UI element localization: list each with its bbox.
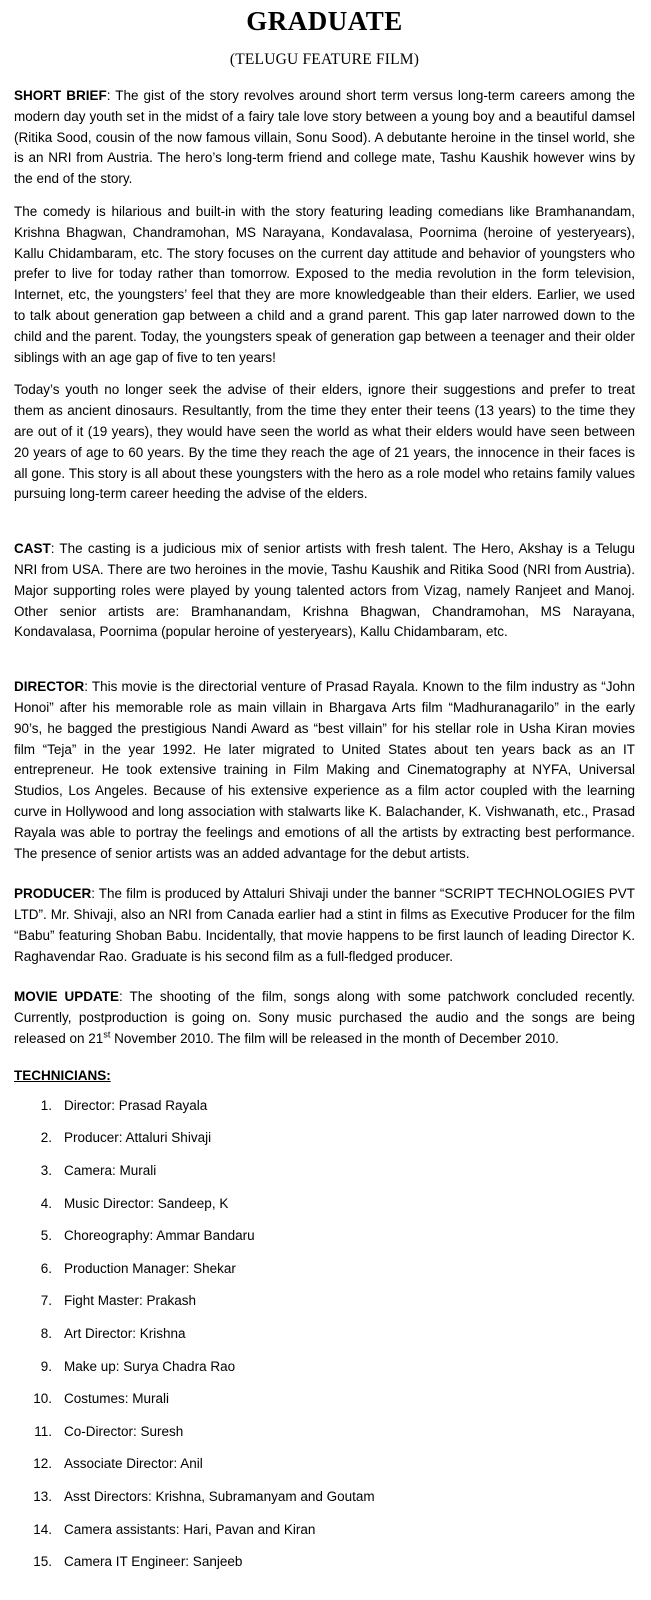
short-brief-paragraph <box>14 86 635 190</box>
list-item-text: Music Director: Sandeep, K <box>64 1195 229 1211</box>
list-item-number: 6. <box>40 1260 52 1276</box>
list-item-text: Associate Director: Anil <box>64 1456 203 1472</box>
list-item <box>14 1454 635 1487</box>
producer-paragraph <box>14 884 635 967</box>
list-item-number: 7. <box>40 1293 52 1309</box>
list-item-number: 14. <box>33 1521 52 1537</box>
cast-text: : The casting is a judicious mix of senior artists with fresh talent. The Hero, Akshay is a Telugu NRI from USA. There are two heroines in the movie, Tashu Kaushik and Ritika Sood (NRI from Austria). Major supporting roles were played by young talented actors from Vizag, namely Ranjeet and Manoj. Other senior artists are: Bramhanandam, Krishna Bhagwan, Chandramohan, MS Narayana, Kondavalasa, Poornima (popular heroine of yesteryears), Kallu Chidambaram, etc. <box>14 541 635 640</box>
cast-paragraph <box>14 539 635 643</box>
short-brief-text: : The gist of the story revolves around short term versus long-term careers among the modern day youth set in the midst of a fairy tale love story between a young boy and a beautiful damsel (Ritika Sood, cousin of the now famous villain, Sonu Sood). A debutante heroine in the tinsel world, she is an NRI from Austria. The hero’s long-term friend and college mate, Tashu Kaushik however wins by the end of the story. <box>14 88 635 187</box>
list-item <box>14 1161 635 1194</box>
cast-label: CAST <box>14 541 51 557</box>
producer-label: PRODUCER <box>14 886 92 902</box>
movie-update-label: MOVIE UPDATE <box>14 989 120 1005</box>
list-item-number: 13. <box>33 1489 52 1504</box>
page-title: GRADUATE <box>246 6 403 36</box>
list-item-text: Co-Director: Suresh <box>64 1423 184 1439</box>
director-paragraph <box>14 677 635 864</box>
list-item <box>14 1520 635 1553</box>
list-item-number: 11. <box>34 1423 52 1439</box>
movie-update-superscript: st <box>103 1029 111 1040</box>
list-item <box>14 1324 635 1357</box>
list-item-number: 15. <box>33 1554 52 1570</box>
page-subtitle: (TELUGU FEATURE FILM) <box>229 51 420 68</box>
list-item <box>14 1487 635 1520</box>
list-item-number: 10. <box>33 1391 52 1407</box>
list-item <box>14 1226 635 1259</box>
short-brief-label: SHORT BRIEF <box>14 88 107 103</box>
comedy-paragraph: The comedy is hilarious and built-in with the story featuring leading comedians like Bramhanandam, Krishna Bhagwan, Chandramohan, MS Narayana, Kondavalasa, Poornima (heroine of yesteryears), Kallu Chidambaram, etc. The story focuses on the current day attitude and behavior of youngsters who prefer to live for today rather than tomorrow. Exposed to the media revolution in the form television, Internet, etc, the youngsters’ feel that they are more knowledgeable than their elders. Earlier, we used to talk about generation gap between a child and a grand parent. This gap later narrowed down to the child and the parent. Today, the youngsters speak of generation gap between a teenager and their older siblings with an age gap of five to ten years! <box>14 203 635 365</box>
list-item-text: Art Director: Krishna <box>64 1326 186 1342</box>
list-item-number: 2. <box>40 1130 52 1146</box>
list-item-number: 12. <box>33 1456 52 1472</box>
list-item <box>14 1259 635 1292</box>
list-item-text: Camera assistants: Hari, Pavan and Kiran <box>64 1521 316 1537</box>
list-item-text: Production Manager: Shekar <box>64 1260 236 1276</box>
movie-update-paragraph <box>14 987 635 1049</box>
list-item-number: 3. <box>40 1163 52 1179</box>
list-item-text: Camera IT Engineer: Sanjeeb <box>64 1554 243 1570</box>
youth-paragraph: Today’s youth no longer seek the advise of their elders, ignore their suggestions and prefer to treat them as ancient dinosaurs. Resultantly, from the time they enter their teens (13 years) to the time they are out of it (19 years), they would have seen the world as what their elders would have seen between 20 years of age to 60 years. By the time they reach the age of 21 years, the innocence in their faces is all gone. This story is all about these youngsters with the hero as a role model who retains family values pursuing long-term career heeding the advise of the elders. <box>14 382 635 502</box>
list-item-text: Fight Master: Prakash <box>64 1293 197 1309</box>
producer-text: : The film is produced by Attaluri Shivaji under the banner “SCRIPT TECHNOLOGIES PVT LTD”. Mr. Shivaji, also an NRI from Canada earlier had a stint in films as Executive Producer for the film “Babu” featuring Shoban Babu. Incidentally, that movie happens to be first launch of leading Director K. Raghavendar Rao. Graduate is his second film as a full-fledged producer. <box>14 886 635 964</box>
movie-update-text-after: November 2010. The film will be released in the month of December 2010. <box>110 1031 559 1047</box>
list-item-number: 9. <box>40 1358 52 1374</box>
list-item-number: 1. <box>40 1097 52 1113</box>
list-item-text: Choreography: Ammar Bandaru <box>64 1228 255 1244</box>
list-item-number: 4. <box>40 1195 52 1211</box>
director-label: DIRECTOR <box>14 679 85 695</box>
list-item-number: 5. <box>40 1228 52 1244</box>
technicians-heading: TECHNICIANS: <box>14 1067 111 1083</box>
list-item-number: 8. <box>40 1326 52 1342</box>
director-text: : This movie is the directorial venture of Prasad Rayala. Known to the film industry as “John Honoi” after his memorable role as main villain in Bhargava Arts film “Madhuranagarilo” in the early 90’s, he bagged the prestigious Nandi Award as “best villain” for his stellar role in Usha Kiran movies film “Teja” in the year 1992. He later migrated to United States about ten years back as an IT entrepreneur. He took extensive training in Film Making and Cinematography at NYFA, Universal Studios, Los Angeles. Because of his extensive experience as a film actor coupled with the learning curve in Hollywood and long association with stalwarts like K. Balachander, K. Vishwanath, etc., Prasad Rayala was able to portray the feelings and emotions of all the artists by extracting best performance. The presence of senior artists was an added advantage for the debut artists. <box>14 679 635 861</box>
list-item-text: Costumes: Murali <box>64 1391 170 1407</box>
technicians-list <box>14 1096 635 1585</box>
list-item <box>14 1422 635 1455</box>
list-item-text: Camera: Murali <box>64 1163 157 1179</box>
movie-update-text-before: : The shooting of the film, songs along with some patchwork concluded recently. Currently, postproduction is going on. Sony music purchased the audio and the songs are being released on 21 <box>14 989 635 1047</box>
list-item <box>14 1128 635 1161</box>
list-item-text: Producer: Attaluri Shivaji <box>64 1130 212 1146</box>
list-item <box>14 1291 635 1324</box>
list-item <box>14 1389 635 1422</box>
list-item-text: Director: Prasad Rayala <box>64 1097 208 1113</box>
list-item <box>14 1357 635 1390</box>
document-page <box>14 4 635 1585</box>
list-item <box>14 1096 635 1129</box>
list-item-text: Asst Directors: Krishna, Subramanyam and Goutam <box>64 1489 375 1504</box>
list-item-text: Make up: Surya Chadra Rao <box>64 1358 236 1374</box>
list-item <box>14 1552 635 1585</box>
list-item <box>14 1194 635 1227</box>
